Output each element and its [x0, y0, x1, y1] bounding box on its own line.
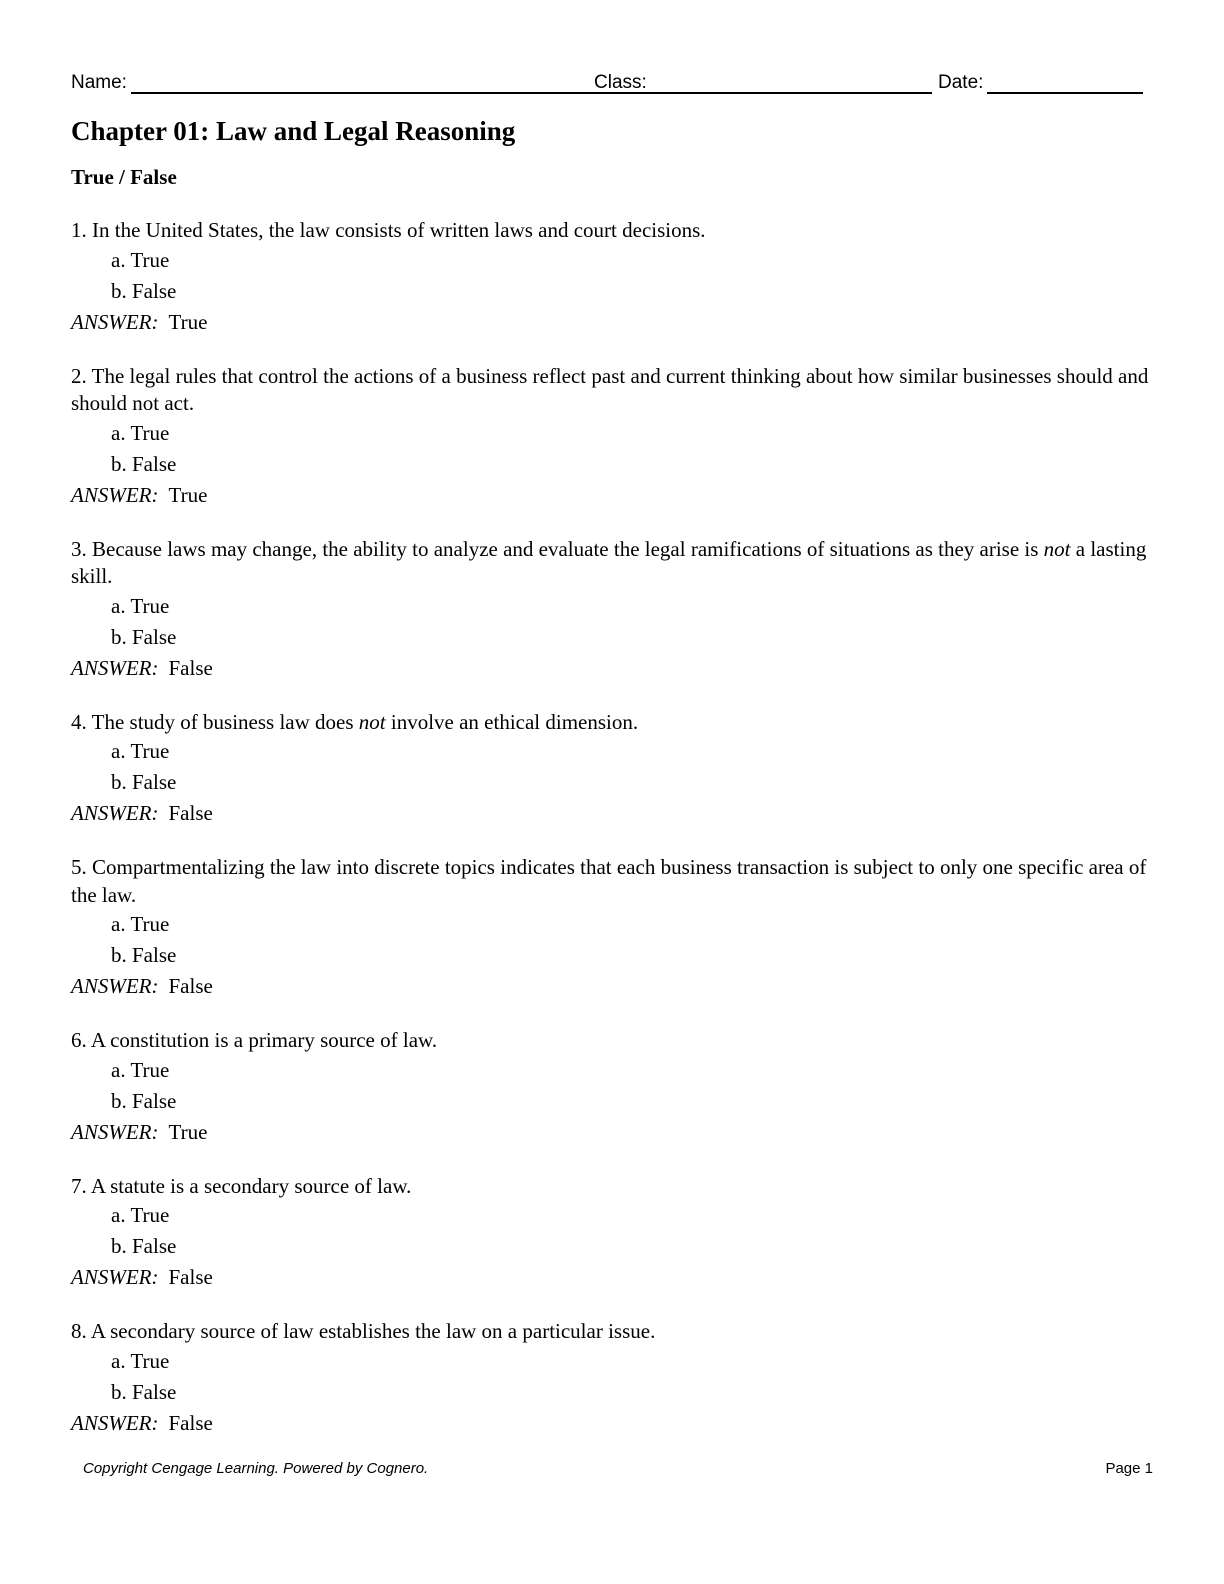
page-footer	[83, 1460, 1153, 1480]
answer-value: False	[168, 1410, 213, 1435]
question-text: 6. A constitution is a primary source of law.	[71, 1028, 438, 1052]
option-false: b. False	[111, 624, 177, 649]
answer-value: False	[168, 655, 213, 680]
answer-line: ANSWER: True	[71, 309, 208, 334]
date-field[interactable]	[987, 92, 1143, 94]
question-text: 4. The study of business law does not involve an ethical dimension.	[71, 709, 639, 734]
class-label: Class:	[594, 72, 647, 93]
question-3	[71, 536, 1151, 684]
question-text: 2. The legal rules that control the actions of a business reflect past and current thinking about how similar businesses should and should not act.	[71, 363, 1149, 415]
answer-value: False	[168, 801, 213, 825]
name-label: Name:	[71, 72, 127, 93]
answer-line: ANSWER: False	[71, 655, 213, 680]
option-true: a. True	[111, 1057, 170, 1082]
copyright-notice: Copyright Cengage Learning. Powered by Cognero.	[83, 1460, 429, 1477]
question-2	[71, 363, 1151, 511]
option-true: a. True	[111, 247, 170, 272]
header-fields	[71, 72, 1143, 96]
date-label: Date:	[938, 72, 984, 93]
question-1	[71, 217, 1151, 338]
question-8	[71, 1318, 1151, 1439]
answer-line: ANSWER: False	[71, 1265, 213, 1289]
page-number: Page 1	[1105, 1460, 1153, 1477]
option-false: b. False	[111, 1234, 177, 1258]
question-text: 7. A statute is a secondary source of law.	[71, 1173, 412, 1198]
answer-value: True	[168, 482, 208, 507]
question-text: 8. A secondary source of law establishes the law on a particular issue.	[71, 1319, 656, 1343]
question-7	[71, 1173, 1151, 1294]
section-heading: True / False	[71, 165, 177, 189]
option-false: b. False	[111, 770, 177, 794]
question-text: 1. In the United States, the law consists of written laws and court decisions.	[71, 218, 706, 242]
option-false: b. False	[111, 278, 177, 303]
answer-value: True	[168, 1119, 208, 1144]
question-text: 5. Compartmentalizing the law into discrete topics indicates that each business transaction is subject to only one specific area of the law.	[71, 855, 1147, 907]
answer-value: False	[168, 1265, 213, 1289]
question-list	[71, 217, 1151, 1439]
option-false: b. False	[111, 1379, 177, 1404]
name-field[interactable]	[131, 92, 659, 94]
question-4	[71, 709, 1151, 830]
answer-value: False	[168, 974, 213, 998]
question-text: 3. Because laws may change, the ability to analyze and evaluate the legal ramifications of situations as they arise is not a lasting skill.	[71, 536, 1147, 588]
option-true: a. True	[111, 420, 170, 445]
question-5	[71, 854, 1151, 1002]
option-true: a. True	[111, 739, 170, 763]
option-true: a. True	[111, 593, 170, 618]
option-true: a. True	[111, 1348, 170, 1373]
answer-line: ANSWER: True	[71, 1119, 208, 1144]
option-true: a. True	[111, 1203, 170, 1227]
answer-line: ANSWER: False	[71, 1410, 213, 1435]
option-true: a. True	[111, 912, 170, 936]
option-false: b. False	[111, 451, 177, 476]
option-false: b. False	[111, 943, 177, 967]
answer-line: ANSWER: True	[71, 482, 208, 507]
class-field[interactable]	[649, 92, 932, 94]
answer-line: ANSWER: False	[71, 974, 213, 998]
question-6	[71, 1027, 1151, 1148]
answer-value: True	[168, 309, 208, 334]
page-title: Chapter 01: Law and Legal Reasoning	[71, 116, 516, 146]
option-false: b. False	[111, 1088, 177, 1113]
answer-line: ANSWER: False	[71, 801, 213, 825]
